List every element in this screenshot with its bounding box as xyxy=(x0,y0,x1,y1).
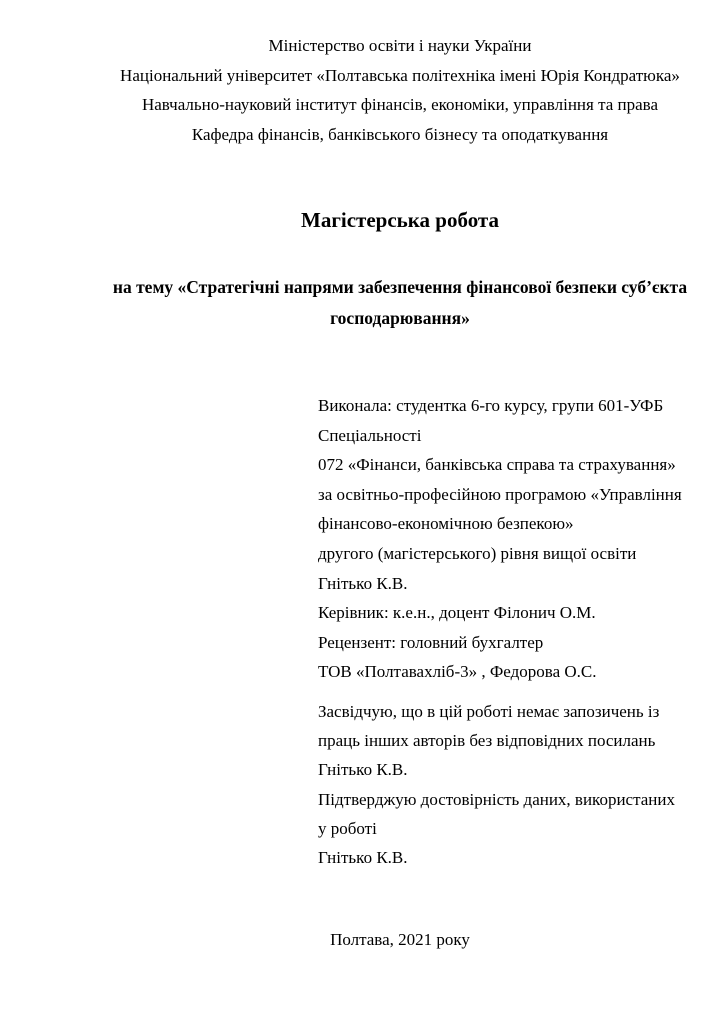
declaration-line-1: Засвідчую, що в цій роботі немає запозичень із xyxy=(318,702,660,721)
thesis-theme-line-1: на тему «Стратегічні напрями забезпечення фінансової безпеки суб’єкта xyxy=(112,277,688,297)
thesis-theme xyxy=(103,272,697,334)
declaration-line-2: праць інших авторів без відповідних посилань xyxy=(318,731,656,751)
reviewer-name-line: ТОВ «Полтавахліб-3» , Федорова О.С. xyxy=(318,662,597,682)
ministry-line: Міністерство освіти і науки України xyxy=(268,36,532,55)
university-line: Національний університет «Полтавська політехніка імені Юрія Кондратюка» xyxy=(120,65,680,85)
program-line-2: фінансово-економічною безпекою» xyxy=(318,514,574,534)
declaration-signature-1: Гнітько К.В. xyxy=(318,760,408,780)
specialty-label-line: Спеціальності xyxy=(318,425,422,445)
document-header xyxy=(103,31,697,149)
specialty-code-line: 072 «Фінанси, банківська справа та страхування» xyxy=(318,455,676,475)
author-details xyxy=(318,391,718,687)
thesis-theme-line-2: господарювання» xyxy=(330,308,470,328)
institute-line: Навчально-науковий інститут фінансів, економіки, управління та права xyxy=(141,95,659,114)
data-validity-line-1: Підтверджую достовірність даних, використаних xyxy=(318,789,675,809)
department-line: Кафедра фінансів, банківського бізнесу та оподаткування xyxy=(191,124,609,144)
declaration-signature-2: Гнітько К.В. xyxy=(318,848,408,868)
data-validity-line-2: у роботі xyxy=(318,818,377,838)
supervisor-line: Керівник: к.е.н., доцент Філонич О.М. xyxy=(318,603,596,623)
performed-by-line: Виконала: студентка 6-го курсу, групи 601-УФБ xyxy=(318,396,664,415)
city-year-line: Полтава, 2021 року xyxy=(330,930,470,949)
program-line-1: за освітньо-професійною програмою «Управління xyxy=(318,484,682,504)
originality-declaration xyxy=(318,697,718,872)
author-name-line: Гнітько К.В. xyxy=(318,573,408,593)
reviewer-title-line: Рецензент: головний бухгалтер xyxy=(318,632,544,652)
thesis-title: Магістерська робота xyxy=(301,208,499,232)
degree-level-line: другого (магістерського) рівня вищої освіти xyxy=(318,543,637,563)
